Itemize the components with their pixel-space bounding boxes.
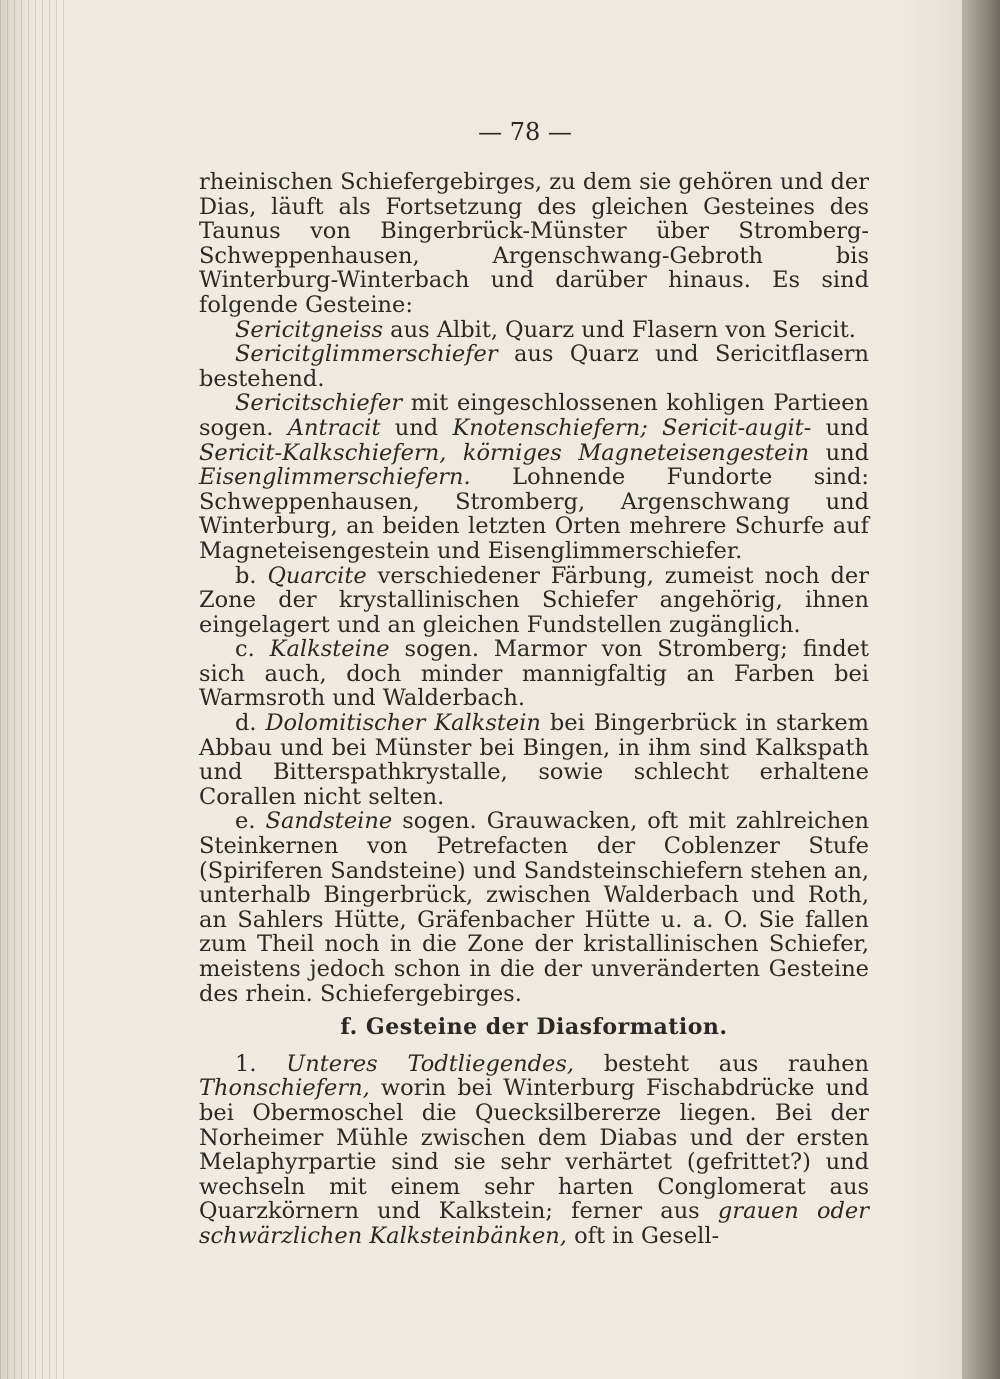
text-run: aus Quarz und Sericitflasern bestehend. bbox=[199, 341, 869, 392]
paragraph bbox=[199, 318, 869, 343]
text-run: Lohnende Fundorte sind: Schweppenhausen, Stromberg, Argenschwang und Winterburg, an beiden letzten Orten mehrere Schurfe auf Magneteisengestein und Eisenglimmerschiefer. bbox=[199, 464, 869, 564]
rock-name: grauen oder schwärzlichen Kalksteinbänken, bbox=[199, 1198, 870, 1249]
paragraph bbox=[199, 809, 869, 1006]
paragraph bbox=[199, 637, 869, 711]
page-edge bbox=[962, 0, 1000, 1379]
paragraph bbox=[199, 391, 869, 563]
paragraph bbox=[199, 342, 869, 391]
paragraph bbox=[199, 564, 869, 638]
rock-name: Sericitschiefer bbox=[235, 390, 403, 417]
text-run: sogen. Marmor von Stromberg; findet sich auch, doch minder mannigfaltig an Farben bei Warmsroth und Walderbach. bbox=[199, 636, 869, 712]
list-label: 1. bbox=[235, 1050, 287, 1077]
list-label: e. bbox=[235, 808, 266, 835]
text-run: mit eingeschlossenen kohligen Partieen sogen. bbox=[199, 390, 869, 441]
paragraph bbox=[199, 711, 869, 809]
body-text bbox=[199, 170, 869, 1249]
rock-name: Eisenglimmerschiefern. bbox=[199, 464, 471, 491]
text-run: und bbox=[380, 414, 453, 441]
text-run: und bbox=[809, 439, 869, 466]
section-heading: f. Gesteine der Diasformation. bbox=[340, 1014, 728, 1041]
rock-name: Kalksteine bbox=[269, 636, 390, 663]
text-run: besteht aus rauhen bbox=[574, 1050, 870, 1077]
text-run: rheinischen Schiefergebirges, zu dem sie gehören und der Dias, läuft als Fortsetzung des gleichen Gesteines des Taunus von Bingerbrück-Münster über Stromberg-Schweppenhausen, Argenschwang-Gebroth bis Winterburg-Winterbach und darüber hinaus. Es sind folgende Gesteine: bbox=[199, 169, 869, 318]
rock-name: Sericitglimmerschiefer bbox=[235, 341, 498, 368]
paragraph bbox=[199, 1052, 869, 1249]
rock-name: Thonschiefern, bbox=[199, 1075, 370, 1102]
page-binding bbox=[0, 0, 70, 1379]
paragraph bbox=[199, 170, 869, 318]
text-run: sogen. Grauwacken, oft mit zahlreichen Steinkernen von Petrefacten der Coblenzer Stufe (Spiriferen Sandsteine) und Sandsteinschiefern stehen an, unterhalb Bingerbrück, zwischen Walderbach und Roth, an Sahlers Hütte, Gräfenbacher Hütte u. a. O. Sie fallen zum Theil noch in die Zone der kristallinischen Schiefer, meistens jedoch schon in die der unveränderten Gesteine des rhein. Schiefergebirges. bbox=[199, 808, 870, 1007]
text-run: und bbox=[811, 414, 869, 441]
rock-name: Antracit bbox=[287, 414, 381, 441]
list-label: d. bbox=[235, 710, 266, 737]
list-label: b. bbox=[235, 562, 268, 589]
rock-name: Sericitgneiss bbox=[235, 316, 384, 343]
text-run: verschiedener Färbung, zumeist noch der Zone der krystallinischen Schiefer angehörig, ihnen eingelagert und an gleichen Fundstellen zugänglich. bbox=[199, 562, 869, 638]
text-run: worin bei Winterburg Fischabdrücke und bei Obermoschel die Quecksilbererze liegen. Bei der Norheimer Mühle zwischen dem Diabas und der ersten Melaphyrpartie sind sie sehr verhärtet (gefrittet?) und wechseln mit einem sehr harten Conglomerat aus Quarzkörnern und Kalkstein; ferner aus bbox=[199, 1075, 869, 1225]
text-run: oft in Gesell- bbox=[566, 1222, 720, 1249]
rock-name: Unteres Todtliegendes, bbox=[286, 1050, 575, 1077]
rock-name: Quarcite bbox=[267, 562, 367, 589]
text-run: aus Albit, Quarz und Flasern von Sericit. bbox=[383, 316, 856, 343]
rock-name: Sandsteine bbox=[265, 808, 393, 835]
rock-name: Dolomitischer Kalkstein bbox=[265, 710, 541, 737]
text-run: bei Bingerbrück in starkem Abbau und bei Münster bei Bingen, in ihm sind Kalkspath und Bitterspathkrystalle, sowie schlecht erhaltene Corallen nicht selten. bbox=[199, 710, 869, 810]
rock-name: Knotenschiefern; Sericit-augit- bbox=[452, 414, 812, 441]
page-number: — 78 — bbox=[478, 118, 572, 146]
list-label: c. bbox=[235, 636, 270, 663]
rock-name: Sericit-Kalkschiefern, körniges Magneteisengestein bbox=[199, 439, 810, 466]
